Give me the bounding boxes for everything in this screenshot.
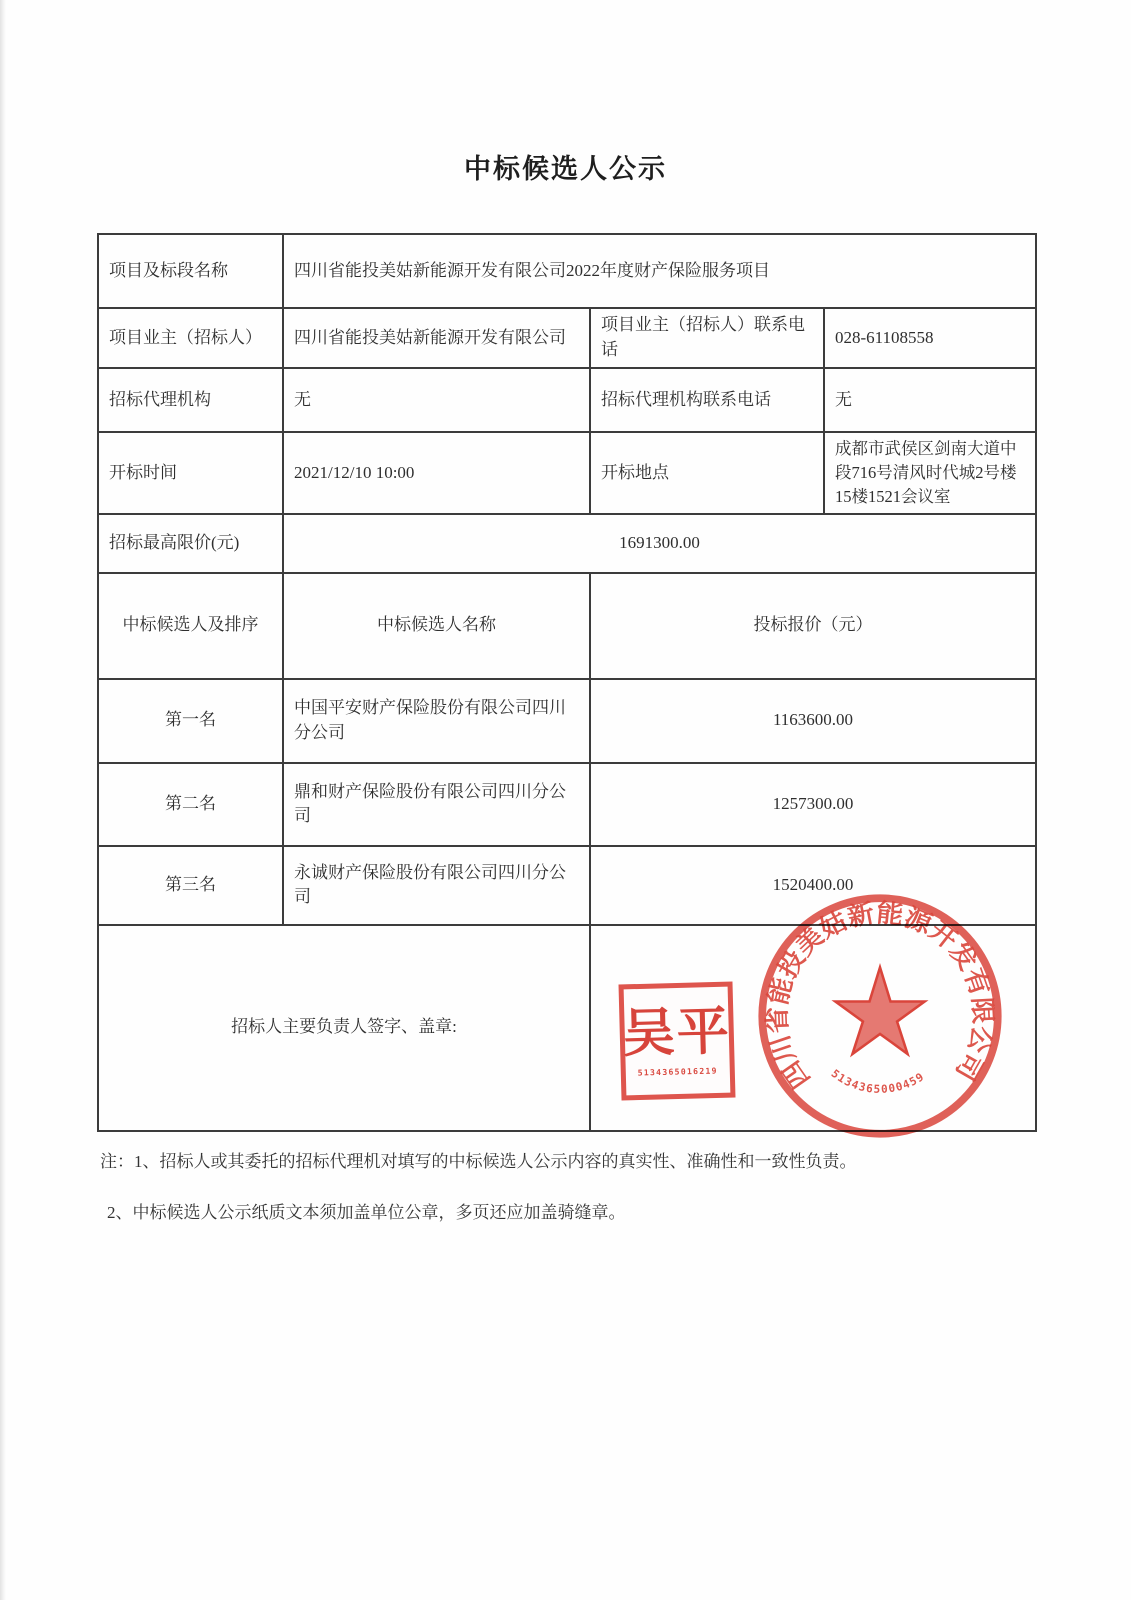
bid-open-time-label: 开标时间: [98, 432, 283, 514]
table-row-candidate-2: [98, 763, 1036, 846]
agency-value: 无: [283, 368, 590, 432]
candidate-3-rank: 第三名: [98, 846, 283, 925]
announcement-table: [97, 233, 1037, 1132]
candidates-name-header: 中标候选人名称: [283, 573, 590, 679]
candidates-rank-header: 中标候选人及排序: [98, 573, 283, 679]
page-title: 中标候选人公示: [464, 154, 667, 184]
candidate-3-price: 1520400.00: [590, 846, 1036, 925]
table-row-project-name: [98, 234, 1036, 308]
scan-edge-shadow: [0, 0, 6, 1600]
stamp-cell: [590, 925, 1036, 1131]
footnote-2: 2、中标候选人公示纸质文本须加盖单位公章，多页还应加盖骑缝章。: [107, 1202, 626, 1222]
agency-label: 招标代理机构: [98, 368, 283, 432]
bid-open-place-value: 成都市武侯区剑南大道中段716号清风时代城2号楼15楼1521会议室: [824, 432, 1036, 514]
table-row-signature: [98, 925, 1036, 1131]
agency-phone-label: 招标代理机构联系电话: [590, 368, 824, 432]
owner-phone-value: 028-61108558: [824, 308, 1036, 368]
max-price-label: 招标最高限价(元): [98, 514, 283, 573]
agency-phone-value: 无: [824, 368, 1036, 432]
candidate-3-name: 永诚财产保险股份有限公司四川分公司: [283, 846, 590, 925]
personal-seal-number: 5134365016219: [637, 1066, 719, 1079]
table-row-agency: [98, 368, 1036, 432]
table-row-max-price: [98, 514, 1036, 573]
candidate-2-price: 1257300.00: [590, 763, 1036, 846]
personal-seal-name: 吴平: [622, 1003, 732, 1064]
candidate-2-rank: 第二名: [98, 763, 283, 846]
signature-label: 招标人主要负责人签字、盖章:: [98, 925, 590, 1131]
bid-open-time-value: 2021/12/10 10:00: [283, 432, 590, 514]
table-row-bid-opening: [98, 432, 1036, 514]
candidate-1-price: 1163600.00: [590, 679, 1036, 763]
project-name-value: 四川省能投美姑新能源开发有限公司2022年度财产保险服务项目: [283, 234, 1036, 308]
company-seal-number-arc: 5134365000459: [828, 1066, 926, 1096]
footnotes: [100, 1150, 1060, 1252]
owner-label: 项目业主（招标人）: [98, 308, 283, 368]
candidate-2-name: 鼎和财产保险股份有限公司四川分公司: [283, 763, 590, 846]
table-row-owner: [98, 308, 1036, 368]
owner-phone-label: 项目业主（招标人）联系电话: [590, 308, 824, 368]
bid-open-place-label: 开标地点: [590, 432, 824, 514]
candidate-1-name: 中国平安财产保险股份有限公司四川分公司: [283, 679, 590, 763]
table-row-candidate-3: [98, 846, 1036, 925]
project-name-label: 项目及标段名称: [98, 234, 283, 308]
company-seal-name-arc: 四川省能投美姑新能源开发有限公司: [762, 898, 998, 1094]
table-row-candidates-header: [98, 573, 1036, 679]
footnote-1: 注：1、招标人或其委托的招标代理机对填写的中标候选人公示内容的真实性、准确性和一致性负责。: [100, 1152, 857, 1171]
owner-value: 四川省能投美姑新能源开发有限公司: [283, 308, 590, 368]
candidate-1-rank: 第一名: [98, 679, 283, 763]
table-row-candidate-1: [98, 679, 1036, 763]
max-price-value: 1691300.00: [283, 514, 1036, 573]
candidates-price-header: 投标报价（元）: [590, 573, 1036, 679]
